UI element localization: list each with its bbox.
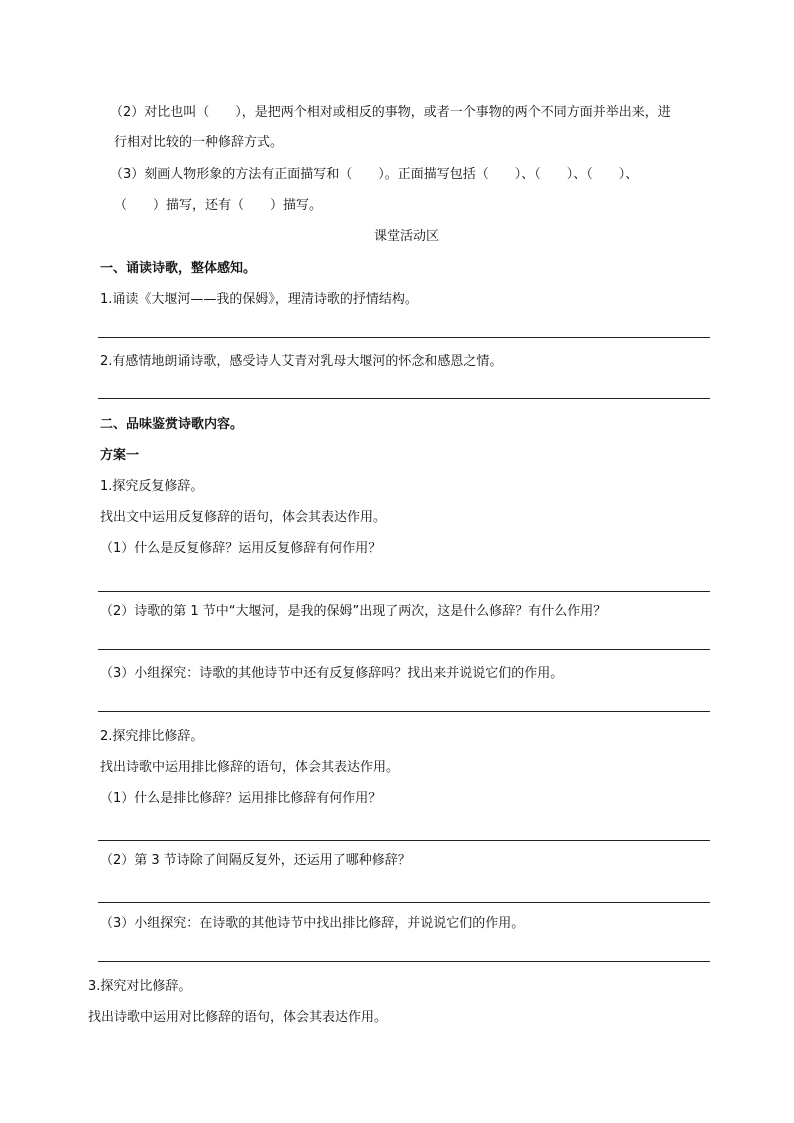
repetition-title: 1.探究反复修辞。 [100, 479, 204, 494]
intro-q2-line1: （2）对比也叫（ ），是把两个相对或相反的事物，或者一个事物的两个不同方面并举出来，进 [110, 105, 671, 120]
answer-line[interactable] [98, 649, 710, 650]
parallelism-instruction: 找出诗歌中运用排比修辞的语句，体会其表达作用。 [100, 760, 400, 775]
answer-line[interactable] [98, 711, 710, 712]
parallelism-q2: （2）第 3 节诗除了间隔反复外，还运用了哪种修辞？ [100, 853, 411, 868]
intro-q2-line2: 行相对比较的一种修辞方式。 [114, 135, 284, 150]
repetition-q1: （1）什么是反复修辞？运用反复修辞有何作用？ [100, 541, 382, 556]
intro-q3-line2: （ ）描写，还有（ ）描写。 [114, 198, 323, 213]
answer-line[interactable] [98, 337, 710, 338]
part1-item2: 2.有感情地朗诵诗歌，感受诗人艾青对乳母大堰河的怀念和感恩之情。 [100, 354, 503, 369]
part1-heading: 一、诵读诗歌，整体感知。 [100, 261, 257, 276]
answer-line[interactable] [98, 398, 710, 399]
answer-line[interactable] [98, 902, 710, 903]
repetition-q3: （3）小组探究：诗歌的其他诗节中还有反复修辞吗？找出来并说说它们的作用。 [100, 666, 564, 681]
parallelism-title: 2.探究排比修辞。 [100, 729, 204, 744]
part1-item1: 1.诵读《大堰河——我的保姆》，理清诗歌的抒情结构。 [100, 292, 418, 307]
parallelism-q3: （3）小组探究：在诗歌的其他诗节中找出排比修辞，并说说它们的作用。 [100, 916, 525, 931]
contrast-instruction: 找出诗歌中运用对比修辞的语句，体会其表达作用。 [88, 1010, 388, 1025]
plan-label: 方案一 [100, 448, 140, 463]
parallelism-q1: （1）什么是排比修辞？运用排比修辞有何作用？ [100, 791, 382, 806]
answer-line[interactable] [98, 591, 710, 592]
part2-heading: 二、品味鉴赏诗歌内容。 [100, 417, 244, 432]
section-title: 课堂活动区 [374, 229, 440, 244]
contrast-title: 3.探究对比修辞。 [88, 979, 192, 994]
repetition-q2: （2）诗歌的第 1 节中“大堰河，是我的保姆”出现了两次，这是什么修辞？有什么作用？ [100, 604, 607, 619]
answer-line[interactable] [98, 840, 710, 841]
answer-line[interactable] [98, 961, 710, 962]
repetition-instruction: 找出文中运用反复修辞的语句，体会其表达作用。 [100, 510, 387, 525]
intro-q3-line1: （3）刻画人物形象的方法有正面描写和（ ）。正面描写包括（ ）、（ ）、（ ）、 [110, 167, 639, 182]
